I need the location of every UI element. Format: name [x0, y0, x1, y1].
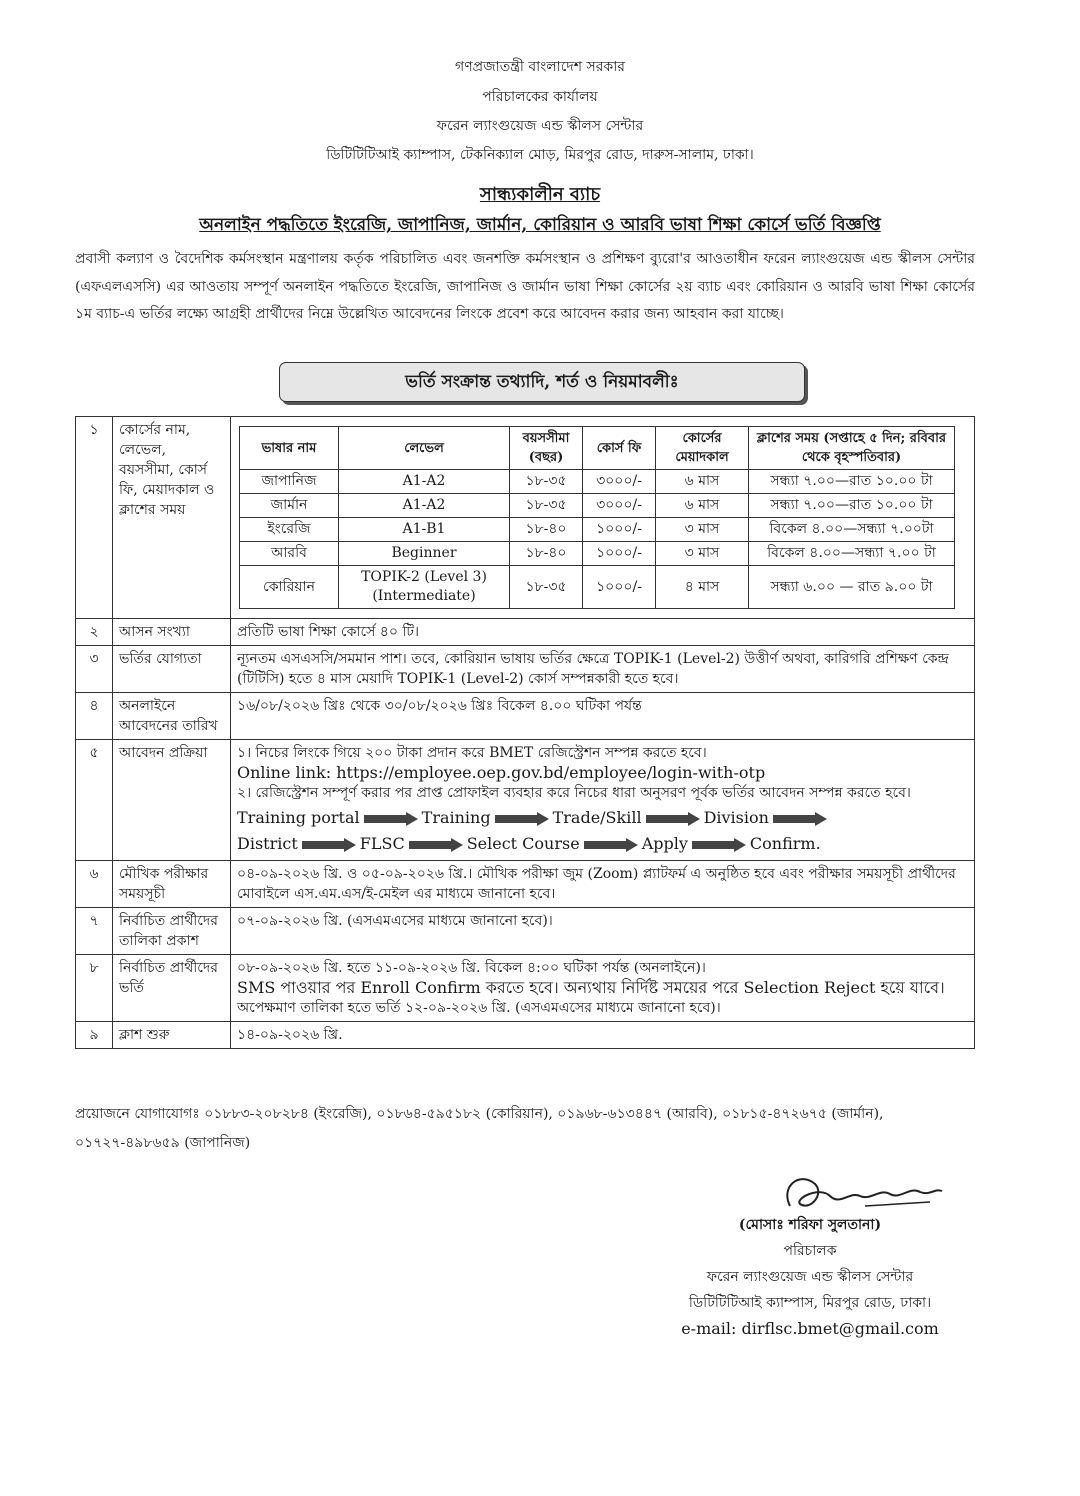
- signatory-org: ফরেন ল্যাংগুয়েজ এন্ড স্কীলস সেন্টার: [706, 1269, 914, 1285]
- cell-duration: ৪ মাস: [656, 566, 749, 609]
- row-number: ৭: [76, 908, 113, 955]
- process-flow-line-2: [237, 833, 968, 855]
- cell-age: ১৮-৪০: [510, 518, 583, 542]
- cell-class-time: বিকেল ৪.০০—সন্ধ্যা ৭.০০ টা: [749, 542, 955, 566]
- flow-step: Trade/Skill: [552, 808, 642, 827]
- row-number: ১: [76, 417, 113, 619]
- cell-language: আরবি: [240, 542, 339, 566]
- col-header: বয়সসীমা (বছর): [510, 427, 583, 470]
- header-office: পরিচালকের কার্যালয়: [482, 89, 598, 105]
- cell-level: TOPIK-2 (Level 3) (Intermediate): [339, 566, 510, 609]
- row-value: ন্যূনতম এসএসসি/সমমান পাশ। তবে, কোরিয়ান ভাষায় ভর্তির ক্ষেত্রে TOPIK-1 (Level-2) উত্তীর্ণ অথবা, কারিগরি প্রশিক্ষণ কেন্দ্র (টিটিসি) হতে ৪ মাস মেয়াদি TOPIK-1 (Level-2) কোর্স সম্পন্নকারী হতে হবে।: [231, 646, 975, 693]
- table-row: [76, 908, 975, 955]
- flow-step: Apply: [641, 834, 688, 853]
- flow-step: Select Course: [466, 834, 580, 853]
- course-table-cell: [231, 417, 975, 619]
- col-header: ক্লাশের সময় (সপ্তাহে ৫ দিন; রবিবার থেকে বৃহস্পতিবার): [749, 427, 955, 470]
- cell-age: ১৮-৩৫: [510, 566, 583, 609]
- arrow-right-icon: [584, 838, 638, 852]
- row-number: ৮: [76, 955, 113, 1022]
- table-row: [76, 861, 975, 908]
- row-value: প্রতিটি ভাষা শিক্ষা কোর্সে ৪০ টি।: [231, 619, 975, 646]
- course-row: [240, 494, 955, 518]
- cell-level: A1-B1: [339, 518, 510, 542]
- process-step-2: ২। রেজিস্ট্রেশন সম্পূর্ণ করার পর প্রাপ্ত প্রোফাইল ব্যবহার করে নিচের ধারা অনুসরণ পূর্বক ভর্তির আবেদন সম্পন্ন করতে হবে।: [237, 785, 911, 801]
- table-row: [76, 646, 975, 693]
- process-flow-line-1: [237, 807, 968, 829]
- row-label: ক্লাশ শুরু: [113, 1022, 231, 1049]
- row-value: ১৪-০৯-২০২৬ খ্রি.: [231, 1022, 975, 1049]
- row-value: [231, 740, 975, 861]
- header-govt: গণপ্রজাতন্ত্রী বাংলাদেশ সরকার: [455, 59, 625, 75]
- cell-age: ১৮-৩৫: [510, 470, 583, 494]
- header-center: ফরেন ল্যাংগুয়েজ এন্ড স্কীলস সেন্টার: [436, 118, 644, 134]
- table-row: [76, 417, 975, 619]
- flow-step: FLSC: [359, 834, 405, 853]
- cell-language: জার্মান: [240, 494, 339, 518]
- col-header: কোর্স ফি: [583, 427, 656, 470]
- arrow-right-icon: [692, 838, 746, 852]
- col-header: লেভেল: [339, 427, 510, 470]
- flow-step: Confirm.: [749, 834, 821, 853]
- cell-fee: ১০০০/-: [583, 566, 656, 609]
- cell-age: ১৮-৪০: [510, 542, 583, 566]
- table-row: [76, 693, 975, 740]
- signatory-address: ডিটিটিটিআই ক্যাম্পাস, মিরপুর রোড, ঢাকা।: [688, 1295, 932, 1311]
- cell-class-time: বিকেল ৪.০০—সন্ধ্যা ৭.০০টা: [749, 518, 955, 542]
- cell-class-time: সন্ধ্যা ৭.০০—রাত ১০.০০ টা: [749, 470, 955, 494]
- table-row: [76, 619, 975, 646]
- cell-fee: ৩০০০/-: [583, 470, 656, 494]
- row-label: আবেদন প্রক্রিয়া: [113, 740, 231, 861]
- contact-info: প্রয়োজনে যোগাযোগঃ ০১৮৮৩-২০৮২৮৪ (ইংরেজি), ০১৮৬৪-৫৯৫১৮২ (কোরিয়ান), ০১৯৬৮-৬১৩৪৪৭ (আরবি), ০১৮১৫-৪৭২৬৭৫ (জার্মান), ০১৭২৭-৪৯৮৬৫৯ (জাপানিজ): [75, 1106, 884, 1151]
- cell-level: Beginner: [339, 542, 510, 566]
- cell-fee: ১০০০/-: [583, 518, 656, 542]
- row-label: কোর্সের নাম, লেভেল, বয়সসীমা, কোর্স ফি, মেয়াদকাল ও ক্লাশের সময়: [113, 417, 231, 619]
- row-label: অনলাইনে আবেদনের তারিখ: [113, 693, 231, 740]
- intro-paragraph: প্রবাসী কল্যাণ ও বৈদেশিক কর্মসংস্থান মন্ত্রণালয় কর্তৃক পরিচালিত এবং জনশক্তি কর্মসংস্থান ও প্রশিক্ষণ ব্যুরো'র আওতাধীন ফরেন ল্যাংগুয়েজ এন্ড স্কীলস সেন্টার (এফএলএসসি) এর আওতায় সম্পূর্ণ অনলাইন পদ্ধতিতে ইংরেজি, জাপানিজ ও জার্মান ভাষা শিক্ষা কোর্সের ২য় ব্যাচ এবং কোরিয়ান ও আরবি ভাষা শিক্ষা কোর্সের ১ম ব্যাচ-এ ভর্তির লক্ষ্যে আগ্রহী প্রার্থীদের নিম্নে উল্লেখিত আবেদনের লিংকে প্রবেশ করে আবেদন করার জন্য আহবান করা যাচ্ছে।: [75, 251, 975, 322]
- cell-class-time: সন্ধ্যা ৬.০০ — রাত ৯.০০ টা: [749, 566, 955, 609]
- table-row: [76, 1022, 975, 1049]
- cell-duration: ৬ মাস: [656, 470, 749, 494]
- table-row: [76, 955, 975, 1022]
- info-table: [75, 416, 975, 1049]
- col-header: কোর্সের মেয়াদকাল: [656, 427, 749, 470]
- signatory-name: (মোসাঃ শরিফা সুলতানা): [738, 1217, 882, 1233]
- arrow-right-icon: [495, 812, 549, 826]
- cell-language: ইংরেজি: [240, 518, 339, 542]
- signatory-block: [640, 1212, 980, 1342]
- section-title-box: ভর্তি সংক্রান্ত তথ্যাদি, শর্ত ও নিয়মাবলীঃ: [279, 362, 805, 402]
- row-number: ৫: [76, 740, 113, 861]
- flow-step: Division: [703, 808, 769, 827]
- admission-line-2: SMS পাওয়ার পর Enroll Confirm করতে হবে। অন্যথায় নির্দিষ্ট সময়ের পরে Selection Reject হয়ে যাবে।: [237, 978, 945, 997]
- signatory-designation: পরিচালক: [783, 1243, 837, 1259]
- cell-age: ১৮-৩৫: [510, 494, 583, 518]
- row-label: নির্বাচিত প্রার্থীদের ভর্তি: [113, 955, 231, 1022]
- header-address: ডিটিটিটিআই ক্যাম্পাস, টেকনিক্যাল মোড়, মিরপুর রোড, দারুস-সালাম, ঢাকা।: [326, 147, 754, 163]
- notice-subtitle: অনলাইন পদ্ধতিতে ইংরেজি, জাপানিজ, জার্মান, কোরিয়ান ও আরবি ভাষা শিক্ষা কোর্সে ভর্তি বিজ্ঞপ্তি: [199, 215, 881, 235]
- flow-step: District: [237, 834, 298, 853]
- arrow-right-icon: [364, 812, 418, 826]
- arrow-right-icon: [773, 812, 827, 826]
- row-label: নির্বাচিত প্রার্থীদের তালিকা প্রকাশ: [113, 908, 231, 955]
- course-row: [240, 518, 955, 542]
- cell-language: কোরিয়ান: [240, 566, 339, 609]
- row-value: ১৬/০৮/২০২৬ খ্রিঃ থেকে ৩০/০৮/২০২৬ খ্রিঃ বিকেল ৪.০০ ঘটিকা পর্যন্ত: [231, 693, 975, 740]
- course-row: [240, 566, 955, 609]
- arrow-right-icon: [409, 838, 463, 852]
- course-table-header: [240, 427, 955, 470]
- flow-step: Training portal: [237, 808, 360, 827]
- cell-level: A1-A2: [339, 494, 510, 518]
- row-label: আসন সংখ্যা: [113, 619, 231, 646]
- cell-class-time: সন্ধ্যা ৭.০০—রাত ১০.০০ টা: [749, 494, 955, 518]
- admission-line-1: ০৮-০৯-২০২৬ খ্রি. হতে ১১-০৯-২০২৬ খ্রি. বিকেল ৪:০০ ঘটিকা পর্যন্ত (অনলাইনে)।: [237, 960, 706, 976]
- online-link[interactable]: Online link: https://employee.oep.gov.bd/employee/login-with-otp: [237, 763, 766, 782]
- row-number: ৪: [76, 693, 113, 740]
- cell-fee: ১০০০/-: [583, 542, 656, 566]
- row-value: ০৪-০৯-২০২৬ খ্রি. ও ০৫-০৯-২০২৬ খ্রি.। মৌখিক পরীক্ষা জুম (Zoom) প্ল্যাটফর্ম এ অনুষ্ঠিত হবে এবং পরীক্ষার সময়সূচী প্রার্থীদের মোবাইলে এস.এম.এস/ই-মেইল এর মাধ্যমে জানানো হবে।: [231, 861, 975, 908]
- table-row: [76, 740, 975, 861]
- admission-line-3: অপেক্ষমাণ তালিকা হতে ভর্তি ১২-০৯-২০২৬ খ্রি. (এসএমএসের মাধ্যমে জানানো হবে)।: [237, 1000, 721, 1016]
- cell-level: A1-A2: [339, 470, 510, 494]
- row-number: ২: [76, 619, 113, 646]
- course-table: [239, 426, 955, 609]
- row-number: ৯: [76, 1022, 113, 1049]
- row-label: মৌখিক পরীক্ষার সময়সূচী: [113, 861, 231, 908]
- row-number: ৩: [76, 646, 113, 693]
- cell-language: জাপানিজ: [240, 470, 339, 494]
- row-label: ভর্তির যোগ্যতা: [113, 646, 231, 693]
- cell-duration: ৬ মাস: [656, 494, 749, 518]
- course-row: [240, 470, 955, 494]
- signatory-email[interactable]: e-mail: dirflsc.bmet@gmail.com: [681, 1319, 939, 1338]
- notice-title: সান্ধ্যকালীন ব্যাচ: [479, 184, 601, 205]
- row-value: ০৭-০৯-২০২৬ খ্রি. (এসএমএসের মাধ্যমে জানানো হবে)।: [231, 908, 975, 955]
- row-number: ৬: [76, 861, 113, 908]
- cell-duration: ৩ মাস: [656, 518, 749, 542]
- cell-duration: ৩ মাস: [656, 542, 749, 566]
- process-step-1: ১। নিচের লিংকে গিয়ে ২০০ টাকা প্রদান করে BMET রেজিস্ট্রেশন সম্পন্ন করতে হবে।: [237, 745, 707, 761]
- col-header: ভাষার নাম: [240, 427, 339, 470]
- arrow-right-icon: [302, 838, 356, 852]
- row-value: [231, 955, 975, 1022]
- arrow-right-icon: [646, 812, 700, 826]
- course-row: [240, 542, 955, 566]
- cell-fee: ৩০০০/-: [583, 494, 656, 518]
- flow-step: Training: [421, 808, 491, 827]
